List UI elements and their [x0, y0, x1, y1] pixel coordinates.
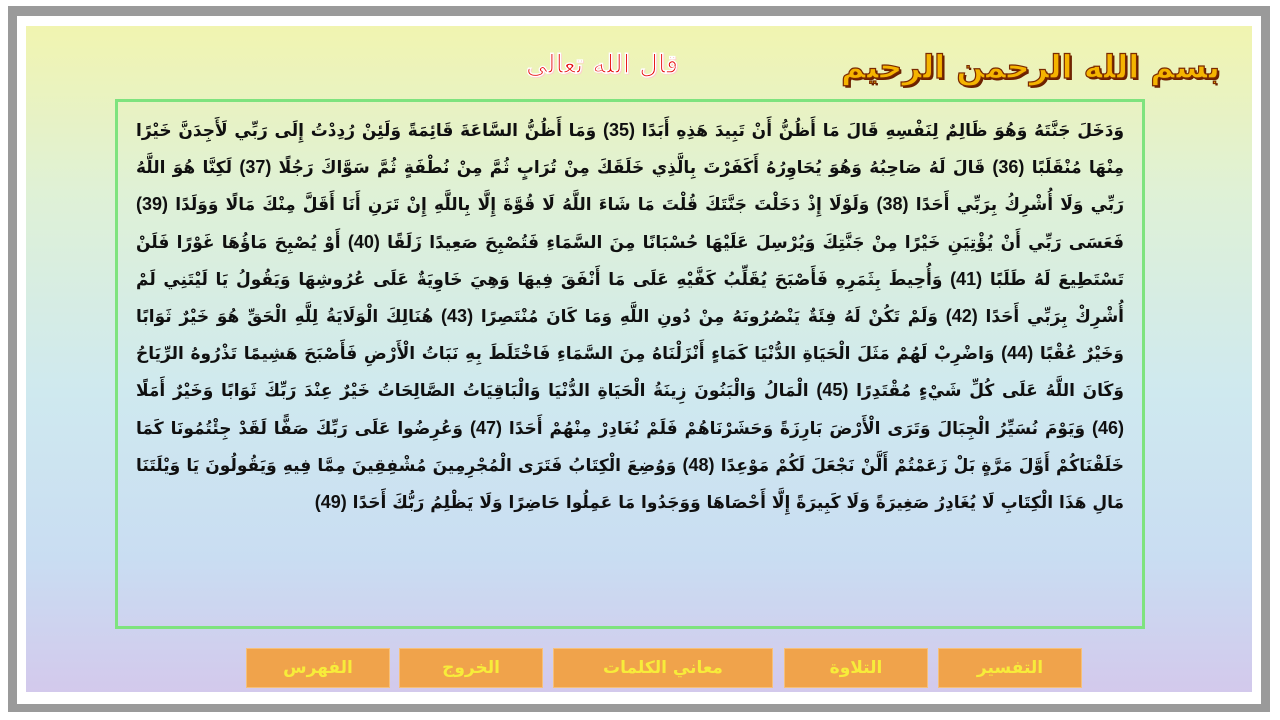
- verse-number: (42): [945, 306, 978, 327]
- verse-text-9: وَلَمْ تَكُنْ لَهُ فِئَةٌ يَنْصُرُونَهُ مِنْ دُونِ اللَّهِ وَمَا كَانَ مُنْتَصِرًا: [480, 307, 938, 328]
- verse-text-2: وَمَا أَظُنُّ السَّاعَةَ قَائِمَةً وَلَئِنْ رُدِدْتُ إِلَى رَبِّي لَأَجِدَنَّ خَيْرًا مِنْهَا مُنْقَلَبًا: [136, 121, 1124, 179]
- exit-button[interactable]: الخروج: [399, 648, 543, 688]
- verse-number: (48): [682, 454, 715, 475]
- verse-text-4: لَكِنَّا هُوَ اللَّهُ رَبِّي وَلَا أُشْرِكُ بِرَبِّي أَحَدًا: [136, 158, 1124, 216]
- navigation-bar: [246, 648, 1082, 688]
- verse-number: (45): [816, 380, 849, 401]
- verse-text-8: وَأُحِيطَ بِثَمَرِهِ فَأَصْبَحَ يُقَلِّبُ كَفَّيْهِ عَلَى مَا أَنْفَقَ فِيهَا وَهِيَ خَاوِيَةٌ عَلَى عُرُوشِهَا وَيَقُولُ يَا لَيْتَنِي لَمْ أُشْرِكْ بِرَبِّي أَحَدًا: [136, 269, 1124, 328]
- verse-number: (46): [1091, 417, 1124, 438]
- verse-text-6: فَعَسَى رَبِّي أَنْ يُؤْتِيَنِ خَيْرًا مِنْ جَنَّتِكَ وَيُرْسِلَ عَلَيْهَا حُسْبَانًا مِنَ السَّمَاءِ فَتُصْبِحَ صَعِيدًا زَلَقًا: [387, 232, 1124, 253]
- verse-number: (37): [239, 157, 272, 178]
- tafsir-button[interactable]: التفسير: [938, 648, 1082, 688]
- verse-text-3: قَالَ لَهُ صَاحِبُهُ وَهُوَ يُحَاوِرُهُ أَكَفَرْتَ بِالَّذِي خَلَقَكَ مِنْ تُرَابٍ ثُمَّ مِنْ نُطْفَةٍ ثُمَّ سَوَّاكَ رَجُلًا: [278, 158, 986, 179]
- verse-text-11: وَاضْرِبْ لَهُمْ مَثَلَ الْحَيَاةِ الدُّنْيَا كَمَاءٍ أَنْزَلْنَاهُ مِنَ السَّمَاءِ فَاخْتَلَطَ بِهِ نَبَاتُ الْأَرْضِ فَأَصْبَحَ هَشِيمًا تَذْرُوهُ الرِّيَاحُ وَكَانَ اللَّهُ عَلَى كُلِّ شَيْءٍ مُقْتَدِرًا: [136, 344, 1125, 402]
- verse-number: (40): [347, 231, 380, 252]
- verse-text-5: وَلَوْلَا إِذْ دَخَلْتَ جَنَّتَكَ قُلْتَ مَا شَاءَ اللَّهُ لَا قُوَّةَ إِلَّا بِاللَّهِ إِنْ تَرَنِ أَنَا أَقَلَّ مِنْكَ مَالًا وَوَلَدًا: [175, 195, 870, 216]
- tilawa-button[interactable]: التلاوة: [784, 648, 928, 688]
- word-meanings-button[interactable]: معاني الكلمات: [553, 648, 773, 688]
- verse-number: (49): [314, 492, 347, 513]
- verse-number: (43): [441, 306, 474, 327]
- basmala-title: بسم الله الرحمن الرحيم: [841, 48, 1220, 86]
- verse-number: (44): [1001, 343, 1034, 364]
- verse-number: (41): [950, 268, 983, 289]
- slide-area: [26, 26, 1252, 692]
- verse-number: (36): [992, 157, 1025, 178]
- verse-number: (47): [469, 417, 502, 438]
- verse-text-14: وَعُرِضُوا عَلَى رَبِّكَ صَفًّا لَقَدْ جِئْتُمُونَا كَمَا خَلَقْنَاكُمْ أَوَّلَ مَرَّةٍ بَلْ زَعَمْتُمْ أَلَّنْ نَجْعَلَ لَكُمْ مَوْعِدًا: [136, 418, 1124, 476]
- verse-text-15: وَوُضِعَ الْكِتَابُ فَتَرَى الْمُجْرِمِينَ مُشْفِقِينَ مِمَّا فِيهِ وَيَقُولُونَ يَا وَيْلَتَنَا مَالِ هَذَا الْكِتَابِ لَا يُغَادِرُ صَغِيرَةً وَلَا كَبِيرَةً إِلَّا أَحْصَاهَا وَوَجَدُوا مَا عَمِلُوا حَاضِرًا وَلَا يَظْلِمُ رَبُّكَ أَحَدًا: [136, 455, 1124, 514]
- verse-text-7: أَوْ يُصْبِحَ مَاؤُهَا غَوْرًا فَلَنْ تَسْتَطِيعَ لَهُ طَلَبًا: [136, 232, 1125, 290]
- index-button[interactable]: الفهرس: [246, 648, 390, 688]
- verse-number: (38): [876, 194, 909, 215]
- verse-text-13: وَيَوْمَ نُسَيِّرُ الْجِبَالَ وَتَرَى الْأَرْضَ بَارِزَةً وَحَشَرْنَاهُمْ فَلَمْ نُغَادِرْ مِنْهُمْ أَحَدًا: [508, 418, 1086, 439]
- verse-text-12: الْمَالُ وَالْبَنُونَ زِينَةُ الْحَيَاةِ الدُّنْيَا وَالْبَاقِيَاتُ الصَّالِحَاتُ خَيْرٌ عِنْدَ رَبِّكَ ثَوَابًا وَخَيْرٌ أَمَلًا: [136, 381, 809, 402]
- verses-text: [136, 112, 1124, 521]
- verse-number: (35): [602, 120, 635, 140]
- verse-text-1: وَدَخَلَ جَنَّتَهُ وَهُوَ ظَالِمٌ لِنَفْسِهِ قَالَ مَا أَظُنُّ أَنْ تَبِيدَ هَذِهِ أَبَدًا: [641, 121, 1125, 141]
- verse-text-10: هُنَالِكَ الْوَلَايَةُ لِلَّهِ الْحَقِّ هُوَ خَيْرٌ ثَوَابًا وَخَيْرٌ عُقْبًا: [136, 307, 1124, 365]
- verse-number: (39): [136, 194, 169, 215]
- verses-box: [115, 99, 1145, 629]
- qala-heading: قال الله تعالى: [526, 50, 679, 80]
